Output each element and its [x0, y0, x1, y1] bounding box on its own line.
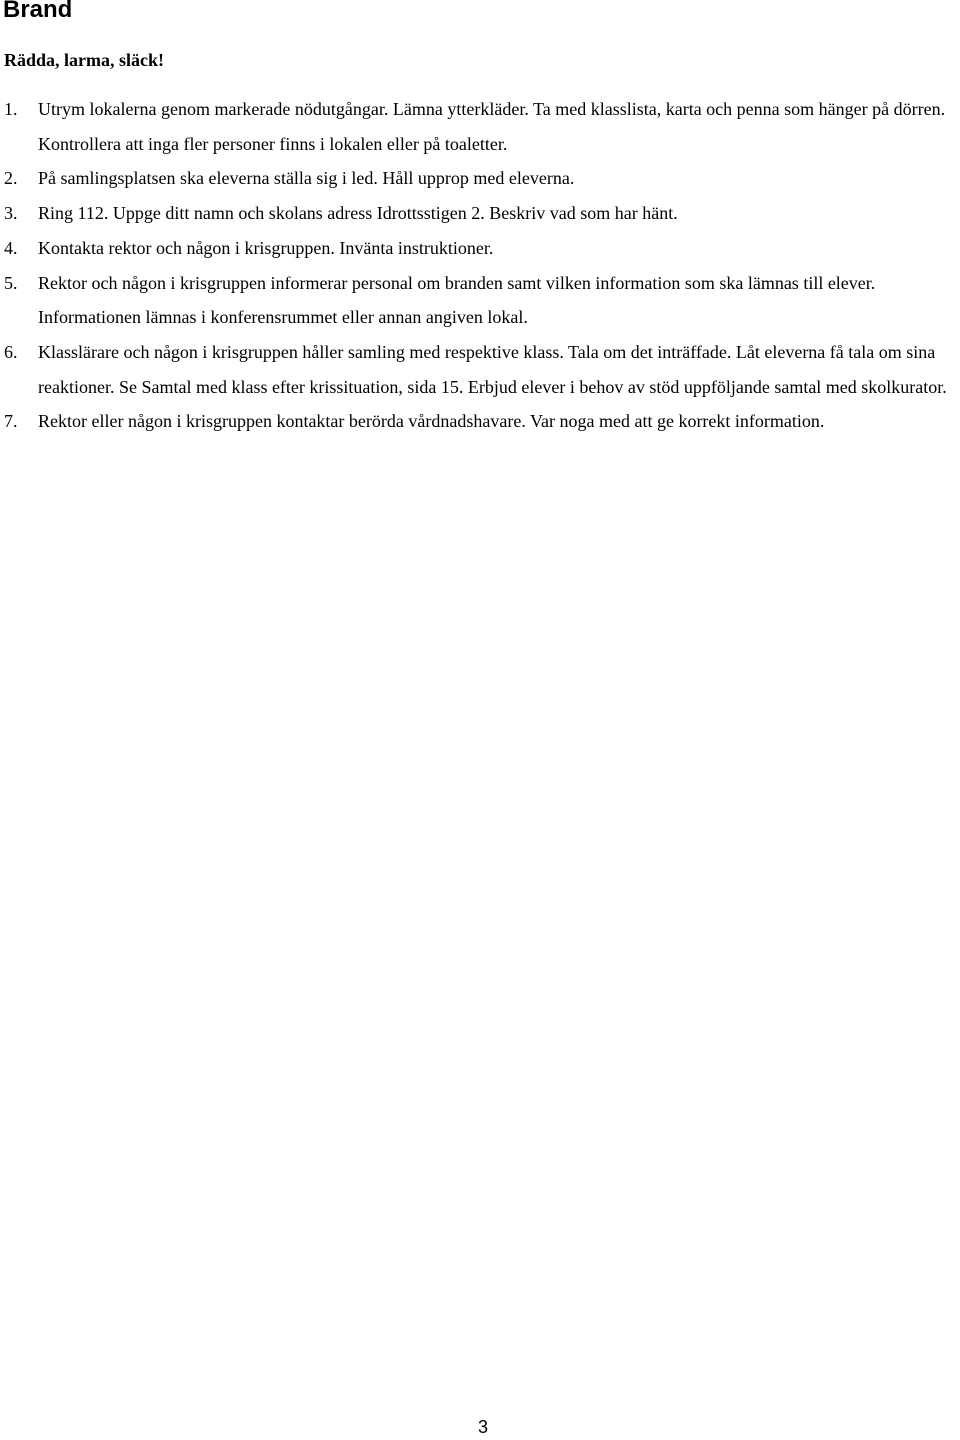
list-item-2 [0, 161, 960, 196]
list-item-text: Ring 112. Uppge ditt namn och skolans adress Idrottsstigen 2. Beskriv vad som har hänt. [38, 203, 678, 224]
list-item-number: 5. [4, 272, 18, 293]
page-title: Brand [3, 0, 73, 23]
list-item-text: På samlingsplatsen ska eleverna ställa sig i led. Håll upprop med eleverna. [38, 168, 575, 189]
list-item-text: Rektor eller någon i krisgruppen kontaktar berörda vårdnadshavare. Var noga med att ge korrekt information. [38, 411, 825, 432]
list-item-text: Kontakta rektor och någon i krisgruppen. Invänta instruktioner. [38, 237, 494, 258]
page-number: 3 [477, 1417, 488, 1437]
list-item-text: Rektor och någon i krisgruppen informerar personal om branden samt vilken information som ska lämnas till elever. Informationen lämnas i konferensrummet eller annan angiven lokal. [38, 272, 876, 328]
list-item-3 [0, 196, 960, 231]
list-item-text: Klasslärare och någon i krisgruppen håller samling med respektive klass. Tala om det inträffade. Låt eleverna få tala om sina reaktioner. Se Samtal med klass efter krissituation, sida 15. Erbjud elever i behov av stöd uppföljande samtal med skolkurator. [38, 341, 947, 397]
list-item-4 [0, 231, 960, 266]
list-item-number: 7. [4, 411, 18, 432]
list-item-number: 1. [4, 99, 18, 119]
list-item-7 [0, 404, 960, 439]
list-item-5 [0, 266, 960, 335]
list-item-number: 2. [4, 168, 18, 189]
list-item-number: 3. [4, 203, 18, 224]
section-subtitle: Rädda, larma, släck! [4, 50, 165, 70]
instruction-list [0, 92, 960, 439]
list-item-number: 6. [4, 341, 18, 362]
list-item-6 [0, 335, 960, 404]
list-item-number: 4. [4, 237, 18, 258]
list-item-text: Utrym lokalerna genom markerade nödutgångar. Lämna ytterkläder. Ta med klasslista, karta och penna som hänger på dörren. Kontrollera att inga fler personer finns i lokalen eller på toaletter. [38, 99, 946, 154]
list-item-1 [0, 92, 960, 161]
